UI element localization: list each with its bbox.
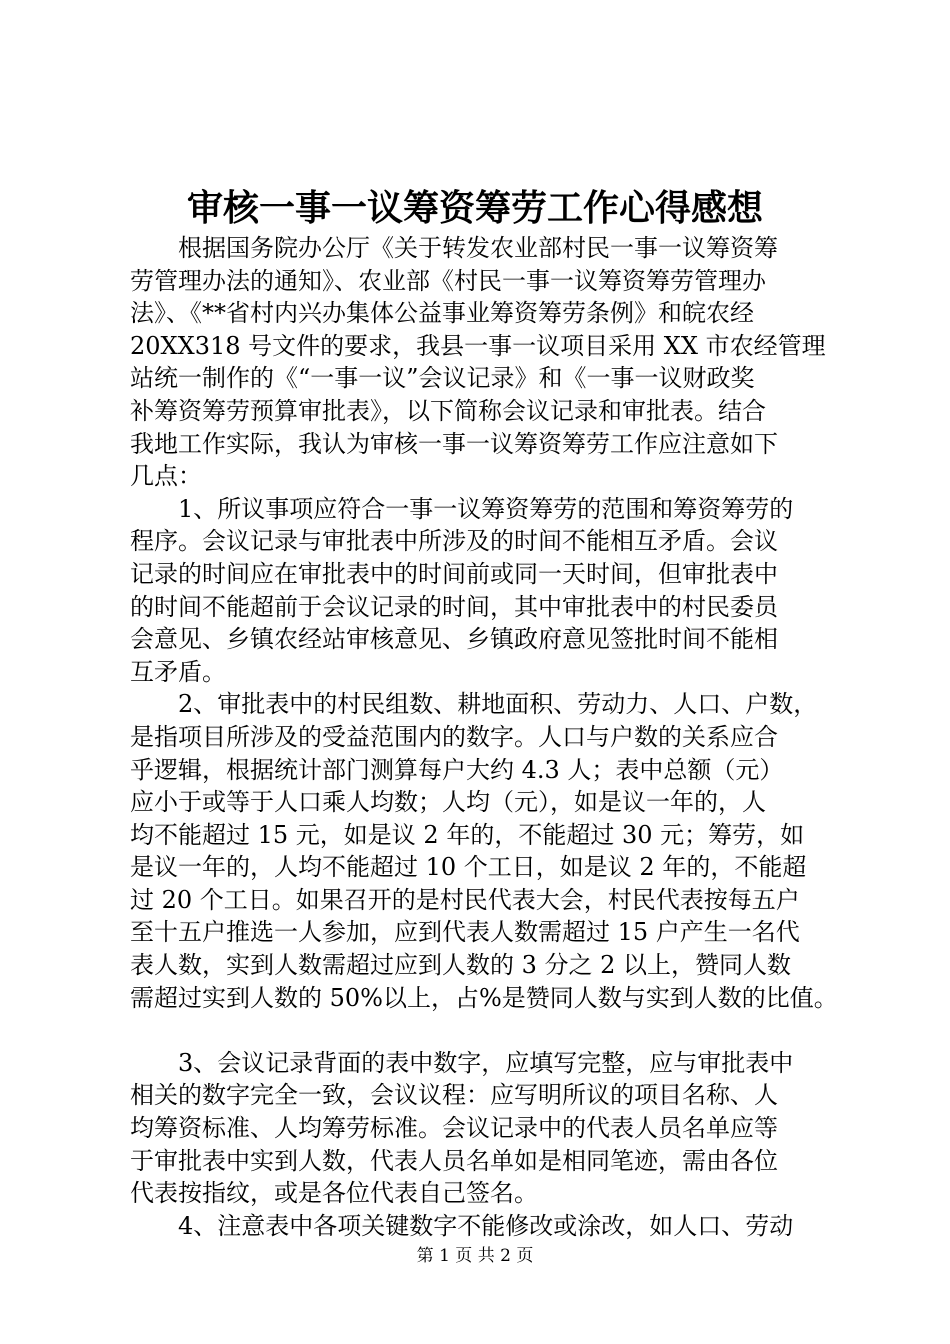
blank-line <box>130 1014 830 1047</box>
text-line: 至十五户推选一人参加，应到代表人数需超过 15 户产生一名代 <box>130 918 800 947</box>
text-line: 是议一年的，人均不能超过 10 个工日，如是议 2 年的，不能超 <box>130 853 807 882</box>
text-line: 均筹资标准、人均筹劳标准。会议记录中的代表人员名单应等 <box>130 1114 778 1143</box>
text-line: 过 20 个工日。如果召开的是村民代表大会，村民代表按每五户 <box>130 885 800 914</box>
text-line: 法》、《**省村内兴办集体公益事业筹资筹劳条例》和皖农经 <box>130 299 754 328</box>
text-line: 4、注意表中各项关键数字不能修改或涂改，如人口、劳动 <box>178 1211 794 1240</box>
text-line: 需超过实到人数的 50%以上，占%是赞同人数与实到人数的比值。 <box>130 983 838 1012</box>
document-body <box>130 232 838 1242</box>
text-line: 表人数，实到人数需超过应到人数的 3 分之 2 以上，赞同人数 <box>130 951 792 980</box>
text-line: 补筹资筹劳预算审批表》，以下简称会议记录和审批表。结合 <box>130 396 766 425</box>
text-line: 记录的时间应在审批表中的时间前或同一天时间，但审批表中 <box>130 559 778 588</box>
text-line: 乎逻辑，根据统计部门测算每户大约 4.3 人；表中总额（元） <box>130 755 784 784</box>
text-line: 相关的数字完全一致，会议议程：应写明所议的项目名称、人 <box>130 1081 778 1110</box>
text-line: 2、审批表中的村民组数、耕地面积、劳动力、人口、户数， <box>178 690 818 719</box>
page-footer: 第 1 页 共 2 页 <box>416 1246 534 1266</box>
text-line: 1、所议事项应符合一事一议筹资筹劳的范围和筹资筹劳的 <box>178 494 794 523</box>
text-line: 站统一制作的《“一事一议”会议记录》和《一事一议财政奖 <box>130 364 755 393</box>
document-title: 审核一事一议筹资筹劳工作心得感想 <box>186 187 763 229</box>
text-line: 于审批表中实到人数，代表人员名单如是相同笔迹，需由各位 <box>130 1146 778 1175</box>
text-line: 劳管理办法的通知》、农业部《村民一事一议筹资筹劳管理办 <box>130 266 766 295</box>
text-line: 互矛盾。 <box>130 657 226 686</box>
text-line: 根据国务院办公厅《关于转发农业部村民一事一议筹资筹 <box>178 234 778 262</box>
text-line: 程序。会议记录与审批表中所涉及的时间不能相互矛盾。会议 <box>130 527 778 556</box>
text-line: 20XX318 号文件的要求，我县一事一议项目采用 XX 市农经管理 <box>130 331 826 360</box>
text-line: 几点： <box>130 462 202 491</box>
text-line: 我地工作实际，我认为审核一事一议筹资筹劳工作应注意如下 <box>130 429 778 458</box>
text-line: 均不能超过 15 元，如是议 2 年的，不能超过 30 元；筹劳，如 <box>130 820 805 849</box>
text-line: 的时间不能超前于会议记录的时间，其中审批表中的村民委员 <box>130 592 778 621</box>
text-line: 是指项目所涉及的受益范围内的数字。人口与户数的关系应合 <box>130 722 778 751</box>
text-line: 应小于或等于人口乘人均数；人均（元），如是议一年的，人 <box>130 788 766 817</box>
text-line: 代表按指纹，或是各位代表自己签名。 <box>130 1179 538 1208</box>
text-line: 3、会议记录背面的表中数字，应填写完整，应与审批表中 <box>178 1048 794 1077</box>
text-line: 会意见、乡镇农经站审核意见、乡镇政府意见签批时间不能相 <box>130 625 778 654</box>
